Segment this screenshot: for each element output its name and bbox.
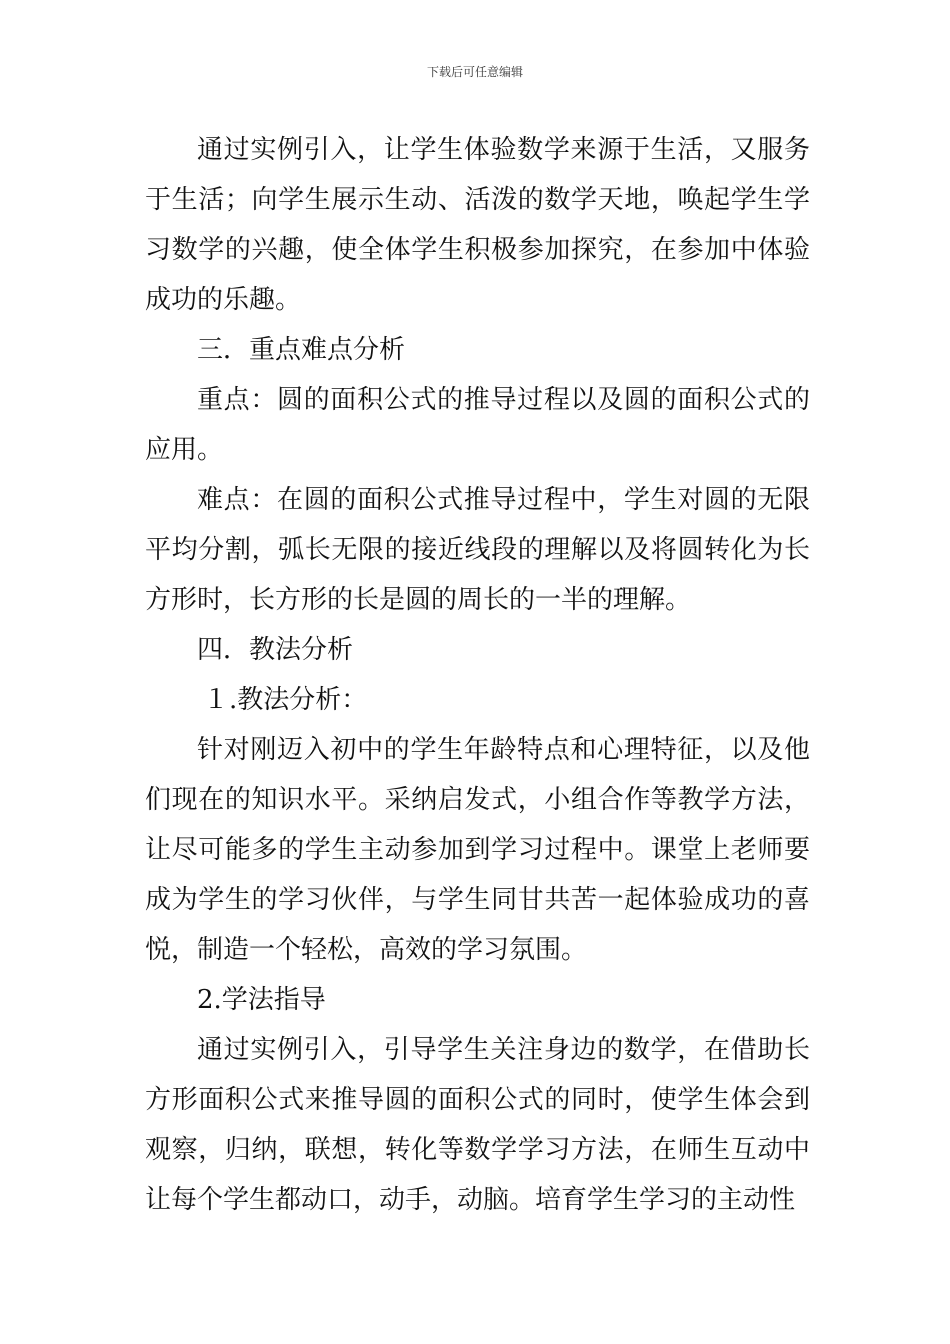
subheading-teaching-method-analysis: １.教法分析： bbox=[203, 685, 368, 715]
subheading-learning-guidance: 2.学法指导 bbox=[197, 985, 326, 1015]
section-heading-teaching-method: 四．教法分析 bbox=[197, 635, 354, 665]
document-body bbox=[145, 125, 810, 1225]
paragraph-learning-guidance: 通过实例引入，引导学生关注身边的数学，在借助长方形面积公式来推导圆的面积公式的同时，使学生体会到观察，归纳，联想，转化等数学学习方法，在师生互动中让每个学生都动口，动手，动脑。培育学生学习的主动性 bbox=[145, 1035, 810, 1215]
paragraph-teaching-method: 针对刚迈入初中的学生年龄特点和心理特征，以及他们现在的知识水平。采纳启发式，小组合作等教学方法，让尽可能多的学生主动参加到学习过程中。课堂上老师要成为学生的学习伙伴，与学生同甘共苦一起体验成功的喜悦，制造一个轻松，高效的学习氛围。 bbox=[145, 735, 810, 965]
paragraph-intro: 通过实例引入，让学生体验数学来源于生活，又服务于生活；向学生展示生动、活泼的数学天地，唤起学生学习数学的兴趣，使全体学生积极参加探究，在参加中体验成功的乐趣。 bbox=[145, 135, 810, 315]
paragraph-difficulty: 难点：在圆的面积公式推导过程中，学生对圆的无限平均分割，弧长无限的接近线段的理解以及将圆转化为长方形时，长方形的长是圆的周长的一半的理解。 bbox=[145, 485, 810, 615]
page-header-note: 下载后可任意编辑 bbox=[426, 65, 523, 79]
section-heading-key-points: 三．重点难点分析 bbox=[197, 335, 406, 365]
paragraph-key-point: 重点：圆的面积公式的推导过程以及圆的面积公式的应用。 bbox=[145, 385, 810, 465]
